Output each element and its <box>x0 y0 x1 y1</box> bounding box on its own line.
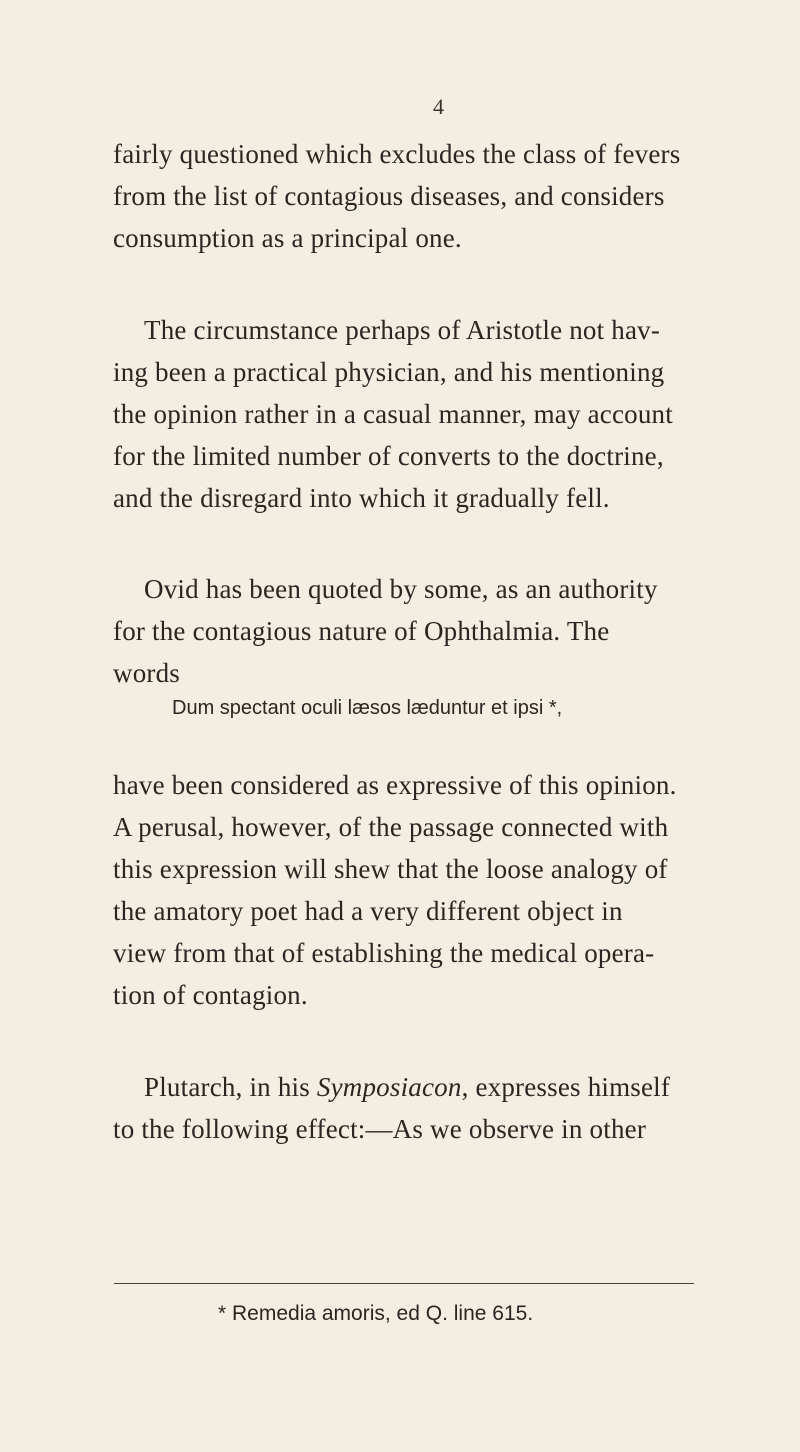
text-line: A perusal, however, of the passage connected with <box>113 812 669 842</box>
text-line: tion of contagion. <box>113 980 308 1010</box>
text-line: Ovid has been quoted by some, as an authority <box>144 574 658 604</box>
latin-quote: Dum spectant oculi læsos læduntur et ipsi *, <box>172 697 563 719</box>
text-span: , expresses himself <box>461 1072 671 1102</box>
text-line: from the list of contagious diseases, and considers <box>113 181 665 211</box>
text-line: consumption as a principal one. <box>113 223 462 253</box>
text-span: Plutarch, in his <box>144 1072 317 1102</box>
text-line: this expression will shew that the loose analogy of <box>113 854 668 884</box>
footnote-divider <box>114 1283 694 1284</box>
page-number: 4 <box>433 94 444 119</box>
text-line: view from that of establishing the medical opera- <box>113 938 655 968</box>
text-line: the opinion rather in a casual manner, may account <box>113 399 673 429</box>
text-line: for the contagious nature of Ophthalmia. The <box>113 616 610 646</box>
text-line: for the limited number of converts to the doctrine, <box>113 441 664 471</box>
book-title: Symposiacon <box>316 1072 462 1102</box>
text-line: fairly questioned which excludes the class of fevers <box>113 139 681 169</box>
text-line: words <box>113 658 180 688</box>
text-line: The circumstance perhaps of Aristotle not hav- <box>144 315 661 345</box>
text-line: and the disregard into which it gradually fell. <box>113 483 610 513</box>
text-line: ing been a practical physician, and his mentioning <box>113 357 665 387</box>
footnote: * Remedia amoris, ed Q. line 615. <box>218 1302 534 1325</box>
text-line: the amatory poet had a very different object in <box>113 896 623 926</box>
text-line <box>144 1072 800 1103</box>
text-line: to the following effect:—As we observe in other <box>113 1114 647 1144</box>
text-line: have been considered as expressive of this opinion. <box>113 770 677 800</box>
